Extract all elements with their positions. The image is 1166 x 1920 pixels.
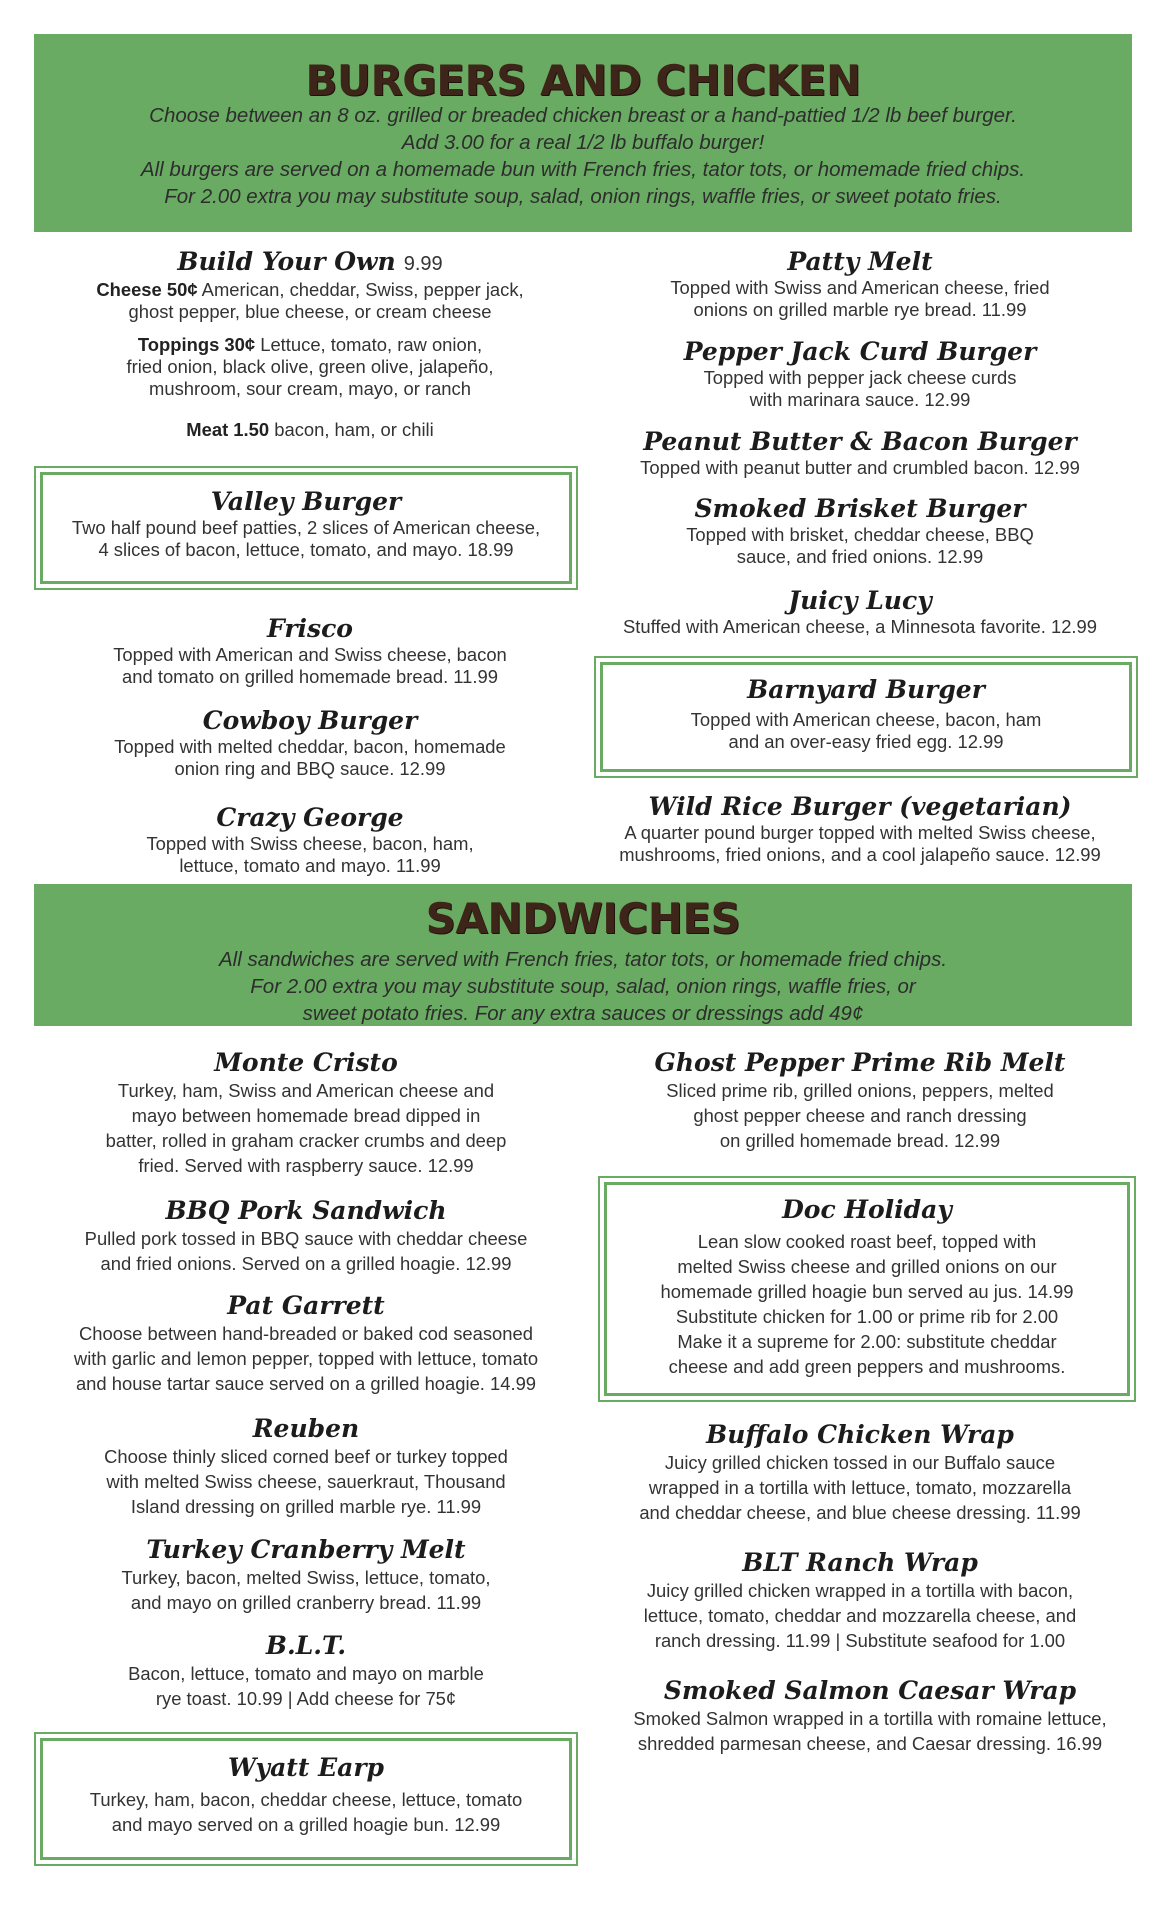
menu-item-bbq-pork-sandwich (36, 1196, 576, 1276)
menu-item-buffalo-chicken-wrap (590, 1420, 1130, 1525)
menu-item-juicy-lucy (590, 586, 1130, 638)
item-name: Frisco (267, 614, 353, 643)
item-name: Reuben (252, 1414, 360, 1443)
item-name: Cowboy Burger (202, 706, 418, 735)
item-name: Doc Holiday (782, 1195, 952, 1224)
section-title-burgers: BURGERS AND CHICKEN (305, 56, 861, 105)
item-name: Wild Rice Burger (vegetarian) (648, 792, 1072, 821)
item-price: 9.99 (403, 253, 443, 275)
item-name: Barnyard Burger (747, 675, 985, 704)
item-description: Choose between hand-breaded or baked cod seasoned with garlic and lemon pepper, topped with lettuce, tomato and house tartar sauce served on a grilled hoagie. 14.99 (73, 1323, 539, 1394)
item-description: A quarter pound burger topped with melted Swiss cheese, mushrooms, fried onions, and a cool jalapeño sauce. 12.99 (619, 822, 1101, 865)
item-description: Toppings 30¢ Lettuce, tomato, raw onion, fried onion, black olive, green olive, jalapeño, mushroom, sour cream, mayo, or ranch (126, 334, 494, 399)
menu-item-monte-cristo (36, 1048, 576, 1178)
item-description: Juicy grilled chicken wrapped in a tortilla with bacon, lettuce, tomato, cheddar and mozzarella cheese, and ranch dressing. 11.99 | Substitute seafood for 1.00 (643, 1580, 1077, 1651)
menu-item-smoked-brisket-burger (590, 494, 1130, 568)
menu-item-reuben (36, 1414, 576, 1519)
menu-item-pat-garrett (36, 1291, 576, 1396)
menu-item-smoked-salmon-caesar-wrap (590, 1676, 1150, 1756)
item-name: Smoked Salmon Caesar Wrap (663, 1676, 1077, 1705)
menu-item-peanut-butter-bacon-burger (590, 427, 1130, 479)
item-description: Cheese 50¢ American, cheddar, Swiss, pepper jack, ghost pepper, blue cheese, or cream cheese (96, 279, 524, 322)
item-description: Topped with Swiss and American cheese, fried onions on grilled marble rye bread. 11.99 (670, 277, 1050, 320)
item-description: Smoked Salmon wrapped in a tortilla with romaine lettuce, shredded parmesan cheese, and Caesar dressing. 16.99 (633, 1708, 1107, 1754)
featured-box-valley-burger (40, 472, 572, 584)
item-name: Monte Cristo (214, 1048, 398, 1077)
item-name: BLT Ranch Wrap (742, 1548, 978, 1577)
banner-line: All burgers are served on a homemade bun with French fries, tator tots, or homemade fried chips. (140, 158, 1026, 181)
menu-item-frisco (40, 614, 580, 688)
item-name: Pat Garrett (227, 1291, 385, 1320)
item-name: Build Your Own 9.99 (177, 247, 443, 276)
item-description: Topped with American and Swiss cheese, bacon and tomato on grilled homemade bread. 11.99 (113, 644, 507, 687)
banner-line: All sandwiches are served with French fries, tator tots, or homemade fried chips. (218, 948, 948, 971)
menu-item-wild-rice-burger (590, 792, 1130, 866)
item-name: Turkey Cranberry Melt (146, 1535, 466, 1564)
item-description: Stuffed with American cheese, a Minnesota favorite. 12.99 (622, 616, 1097, 637)
item-description: Topped with American cheese, bacon, ham and an over-easy fried egg. 12.99 (690, 709, 1042, 752)
item-name: Patty Melt (787, 247, 933, 276)
menu-item-pepper-jack-curd-burger (590, 337, 1130, 411)
featured-box-barnyard-burger (600, 662, 1132, 772)
section-title-sandwiches: SANDWICHES (425, 894, 741, 943)
burgers-banner (34, 34, 1132, 232)
item-name: BBQ Pork Sandwich (165, 1196, 447, 1225)
item-name: Ghost Pepper Prime Rib Melt (654, 1048, 1066, 1077)
banner-line: For 2.00 extra you may substitute soup, salad, onion rings, waffle fries, or sweet potato fries. (164, 185, 1002, 208)
banner-line: For 2.00 extra you may substitute soup, salad, onion rings, waffle fries, or (250, 975, 916, 998)
item-description: Sliced prime rib, grilled onions, peppers, melted ghost pepper cheese and ranch dressing on grilled homemade bread. 12.99 (666, 1080, 1054, 1151)
item-name: Smoked Brisket Burger (694, 494, 1026, 523)
item-description: Bacon, lettuce, tomato and mayo on marble rye toast. 10.99 | Add cheese for 75¢ (128, 1663, 484, 1709)
menu-item-build-your-own (40, 247, 580, 441)
item-description: Choose thinly sliced corned beef or turkey topped with melted Swiss cheese, sauerkraut, Thousand Island dressing on grilled marble rye. 11.99 (104, 1446, 508, 1517)
featured-box-doc-holiday (604, 1182, 1130, 1396)
menu-item-patty-melt (590, 247, 1130, 321)
menu-item-crazy-george (40, 803, 580, 877)
item-description: Turkey, ham, bacon, cheddar cheese, lettuce, tomato and mayo served on a grilled hoagie bun. 12.99 (89, 1789, 523, 1835)
item-name: Crazy George (216, 803, 404, 832)
item-description: Meat 1.50 bacon, ham, or chili (186, 419, 434, 440)
item-name: Juicy Lucy (788, 586, 932, 615)
item-name: B.L.T. (265, 1631, 347, 1660)
item-name: Pepper Jack Curd Burger (683, 337, 1037, 366)
item-description: Topped with Swiss cheese, bacon, ham, lettuce, tomato and mayo. 11.99 (146, 833, 474, 876)
featured-box-wyatt-earp (40, 1738, 572, 1860)
item-description: Topped with pepper jack cheese curds with marinara sauce. 12.99 (703, 367, 1017, 410)
item-name: Valley Burger (210, 487, 402, 516)
item-description: Turkey, ham, Swiss and American cheese and mayo between homemade bread dipped in batter, rolled in graham cracker crumbs and deep fried. Served with raspberry sauce. 12.99 (105, 1080, 507, 1176)
item-description: Two half pound beef patties, 2 slices of American cheese, 4 slices of bacon, lettuce, tomato, and mayo. 18.99 (71, 517, 541, 560)
menu-item-blt (36, 1631, 576, 1711)
item-description: Turkey, bacon, melted Swiss, lettuce, tomato, and mayo on grilled cranberry bread. 11.99 (121, 1567, 491, 1613)
banner-line: Choose between an 8 oz. grilled or breaded chicken breast or a hand-pattied 1/2 lb beef burger. (149, 104, 1017, 127)
banner-line: sweet potato fries. For any extra sauces or dressings add 49¢ (302, 1002, 864, 1025)
menu-item-turkey-cranberry-melt (36, 1535, 576, 1615)
item-description: Lean slow cooked roast beef, topped with melted Swiss cheese and grilled onions on our homemade grilled hoagie bun served au jus. 14.99 Substitute chicken for 1.00 or prime rib for 2.00 Make it a supreme for 2.00: substitute cheddar cheese and add green peppers and mushrooms. (660, 1231, 1074, 1377)
item-description: Topped with brisket, cheddar cheese, BBQ sauce, and fried onions. 12.99 (686, 524, 1034, 567)
item-name: Buffalo Chicken Wrap (706, 1420, 1014, 1449)
item-name: Peanut Butter & Bacon Burger (643, 427, 1077, 456)
item-description: Topped with melted cheddar, bacon, homemade onion ring and BBQ sauce. 12.99 (114, 736, 506, 779)
menu-item-ghost-pepper-prime-rib-melt (590, 1048, 1130, 1153)
menu-item-blt-ranch-wrap (590, 1548, 1130, 1653)
menu-item-cowboy-burger (40, 706, 580, 780)
item-description: Pulled pork tossed in BBQ sauce with cheddar cheese and fried onions. Served on a grilled hoagie. 12.99 (84, 1228, 528, 1274)
sandwiches-banner (34, 884, 1132, 1026)
item-description: Juicy grilled chicken tossed in our Buffalo sauce wrapped in a tortilla with lettuce, tomato, mozzarella and cheddar cheese, and blue cheese dressing. 11.99 (639, 1452, 1081, 1523)
item-name: Wyatt Earp (228, 1753, 384, 1782)
banner-line: Add 3.00 for a real 1/2 lb buffalo burger! (401, 131, 765, 154)
item-description: Topped with peanut butter and crumbled bacon. 12.99 (640, 457, 1080, 478)
